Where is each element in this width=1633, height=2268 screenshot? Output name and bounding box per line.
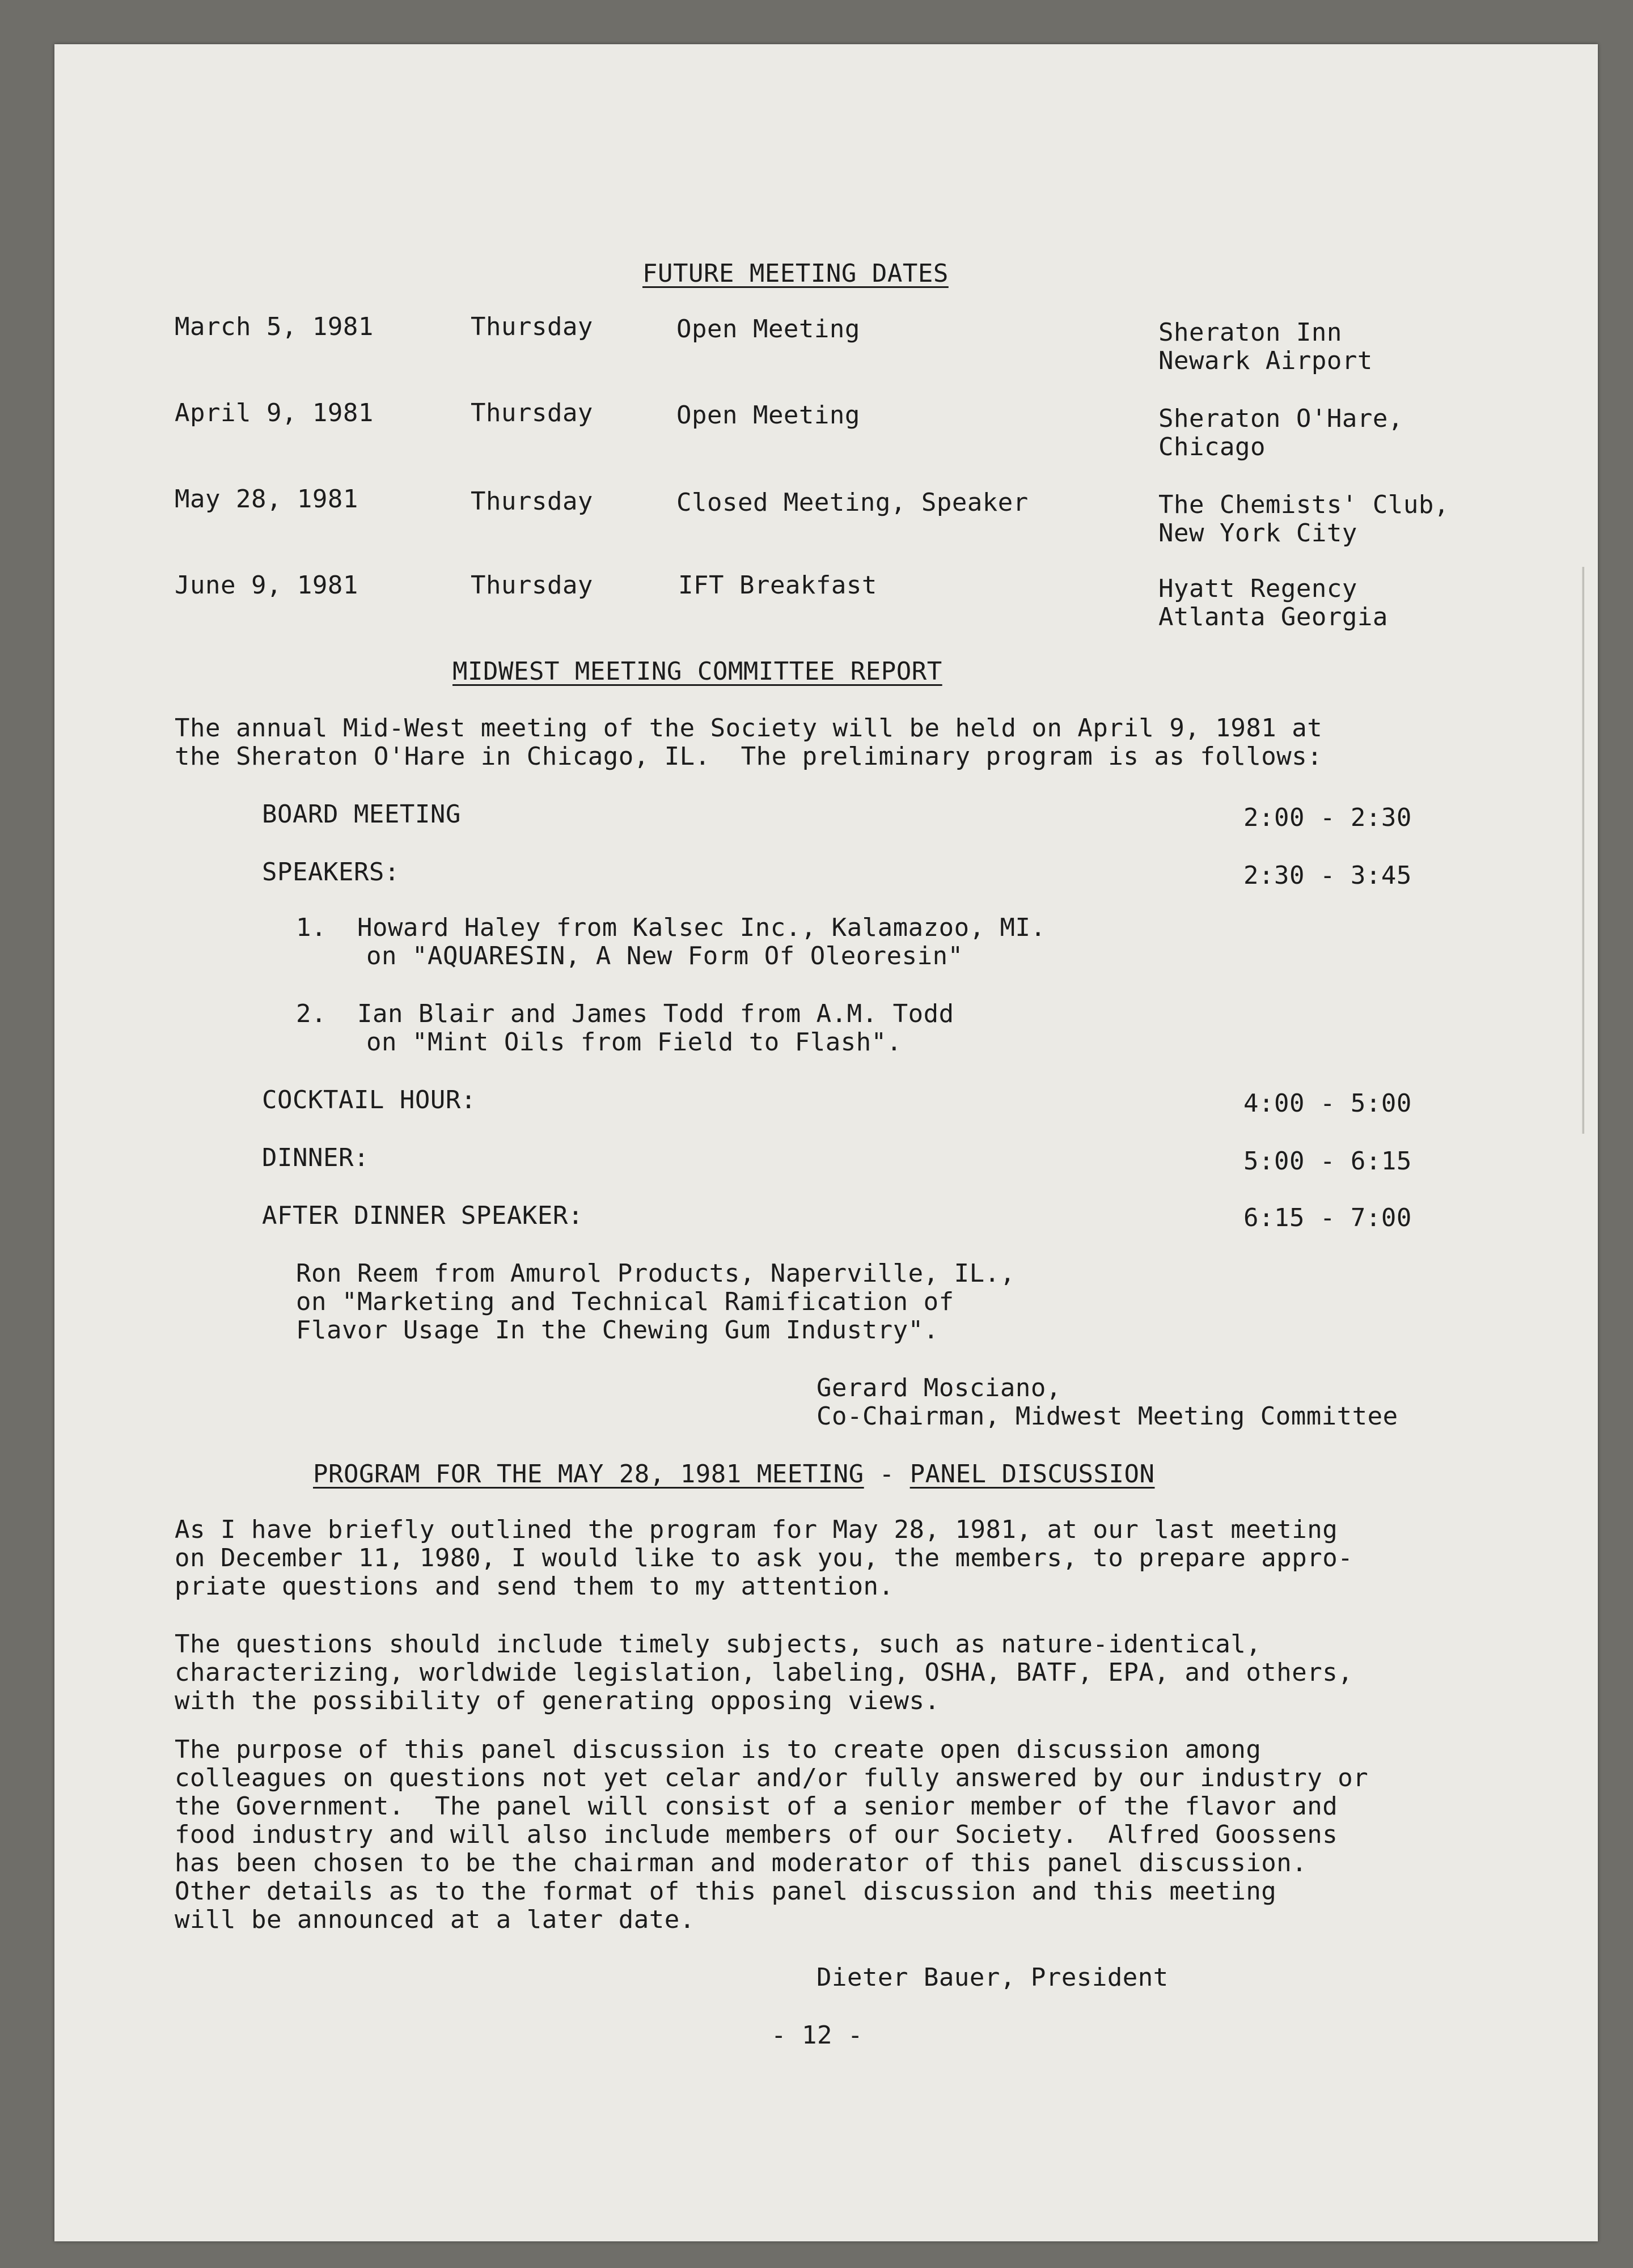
program-paragraph-line: Other details as to the format of this panel discussion and this meeting	[175, 1877, 1277, 1906]
speaker-2-topic: on "Mint Oils from Field to Flash".	[366, 1028, 902, 1057]
meeting-venue-line1: The Chemists' Club,	[1158, 490, 1449, 519]
meeting-venue-line1: Sheraton Inn	[1158, 318, 1342, 347]
program-paragraph-line: the Government. The panel will consist of a senior member of the flavor and	[175, 1792, 1338, 1821]
program-paragraph-line: priate questions and send them to my attention.	[175, 1572, 894, 1601]
program-paragraph-line: on December 11, 1980, I would like to ask you, the members, to prepare appro-	[175, 1544, 1353, 1572]
speaker-1-line: 1. Howard Haley from Kalsec Inc., Kalamazoo, MI.	[296, 913, 1046, 942]
page-number: - 12 -	[771, 2021, 863, 2050]
meeting-venue-line1: Hyatt Regency	[1158, 574, 1357, 603]
program-paragraph-line: The purpose of this panel discussion is to create open discussion among	[175, 1735, 1262, 1764]
program-paragraph-line: The questions should include timely subjects, such as nature-identical,	[175, 1630, 1262, 1659]
after-dinner-speaker-label: AFTER DINNER SPEAKER:	[262, 1201, 583, 1230]
midwest-heading: MIDWEST MEETING COMMITTEE REPORT	[452, 657, 942, 686]
midwest-signature-name: Gerard Mosciano,	[816, 1373, 1061, 1402]
program-paragraph-line: has been chosen to be the chairman and moderator of this panel discussion.	[175, 1849, 1308, 1877]
meeting-venue-line2: Newark Airport	[1158, 346, 1373, 375]
midwest-intro-line: the Sheraton O'Hare in Chicago, IL. The preliminary program is as follows:	[175, 742, 1323, 771]
meeting-type: Open Meeting	[676, 401, 860, 430]
program-heading-part: PANEL DISCUSSION	[909, 1460, 1155, 1489]
speaker-2-line: 2. Ian Blair and James Todd from A.M. Todd	[296, 999, 954, 1028]
program-paragraph-line: with the possibility of generating opposing views.	[175, 1686, 940, 1715]
meeting-day: Thursday	[471, 487, 593, 516]
meeting-type: IFT Breakfast	[678, 571, 877, 600]
program-heading	[313, 1460, 1154, 1489]
dinner-label: DINNER:	[262, 1143, 369, 1172]
president-signature: Dieter Bauer, President	[816, 1963, 1169, 1992]
after-dinner-speaker-line: Ron Reem from Amurol Products, Naperville, IL.,	[296, 1259, 1016, 1288]
meeting-venue-line1: Sheraton O'Hare,	[1158, 404, 1403, 433]
cocktail-hour-label: COCKTAIL HOUR:	[262, 1086, 476, 1114]
board-meeting-label: BOARD MEETING	[262, 800, 461, 829]
program-paragraph-line: food industry and will also include members of our Society. Alfred Goossens	[175, 1820, 1338, 1849]
meeting-day: Thursday	[471, 399, 593, 427]
board-meeting-time: 2:00 - 2:30	[1243, 803, 1412, 832]
speaker-1-topic: on "AQUARESIN, A New Form Of Oleoresin"	[366, 942, 963, 970]
speakers-time: 2:30 - 3:45	[1243, 861, 1412, 890]
meeting-venue-line2: Atlanta Georgia	[1158, 603, 1388, 631]
after-dinner-speaker-time: 6:15 - 7:00	[1243, 1203, 1412, 1232]
cocktail-hour-time: 4:00 - 5:00	[1243, 1089, 1412, 1118]
after-dinner-speaker-line: Flavor Usage In the Chewing Gum Industry".	[296, 1316, 939, 1345]
program-paragraph-line: will be announced at a later date.	[175, 1905, 695, 1934]
meeting-date: June 9, 1981	[175, 571, 358, 600]
meeting-venue-line2: New York City	[1158, 519, 1357, 548]
midwest-intro-line: The annual Mid-West meeting of the Society will be held on April 9, 1981 at	[175, 714, 1323, 743]
midwest-signature-title: Co-Chairman, Midwest Meeting Committee	[816, 1402, 1398, 1431]
meeting-date: March 5, 1981	[175, 312, 374, 341]
after-dinner-speaker-line: on "Marketing and Technical Ramification of	[296, 1287, 954, 1316]
meeting-type: Open Meeting	[676, 315, 860, 344]
program-heading-part: PROGRAM FOR THE MAY 28, 1981 MEETING	[313, 1460, 864, 1489]
program-paragraph-line: colleagues on questions not yet celar and/or fully answered by our industry or	[175, 1763, 1369, 1792]
meeting-date: April 9, 1981	[175, 399, 374, 427]
page-edge-shadow	[1582, 567, 1584, 1134]
meeting-type: Closed Meeting, Speaker	[676, 488, 1029, 517]
meeting-date: May 28, 1981	[175, 485, 358, 514]
dinner-time: 5:00 - 6:15	[1243, 1147, 1412, 1176]
future-meetings-heading: FUTURE MEETING DATES	[642, 259, 949, 288]
program-heading-separator: -	[864, 1460, 910, 1489]
program-paragraph-line: characterizing, worldwide legislation, labeling, OSHA, BATF, EPA, and others,	[175, 1658, 1353, 1687]
program-paragraph-line: As I have briefly outlined the program for May 28, 1981, at our last meeting	[175, 1515, 1338, 1544]
speakers-label: SPEAKERS:	[262, 858, 400, 887]
meeting-day: Thursday	[471, 312, 593, 341]
meeting-venue-line2: Chicago	[1158, 433, 1266, 461]
meeting-day: Thursday	[471, 571, 593, 600]
